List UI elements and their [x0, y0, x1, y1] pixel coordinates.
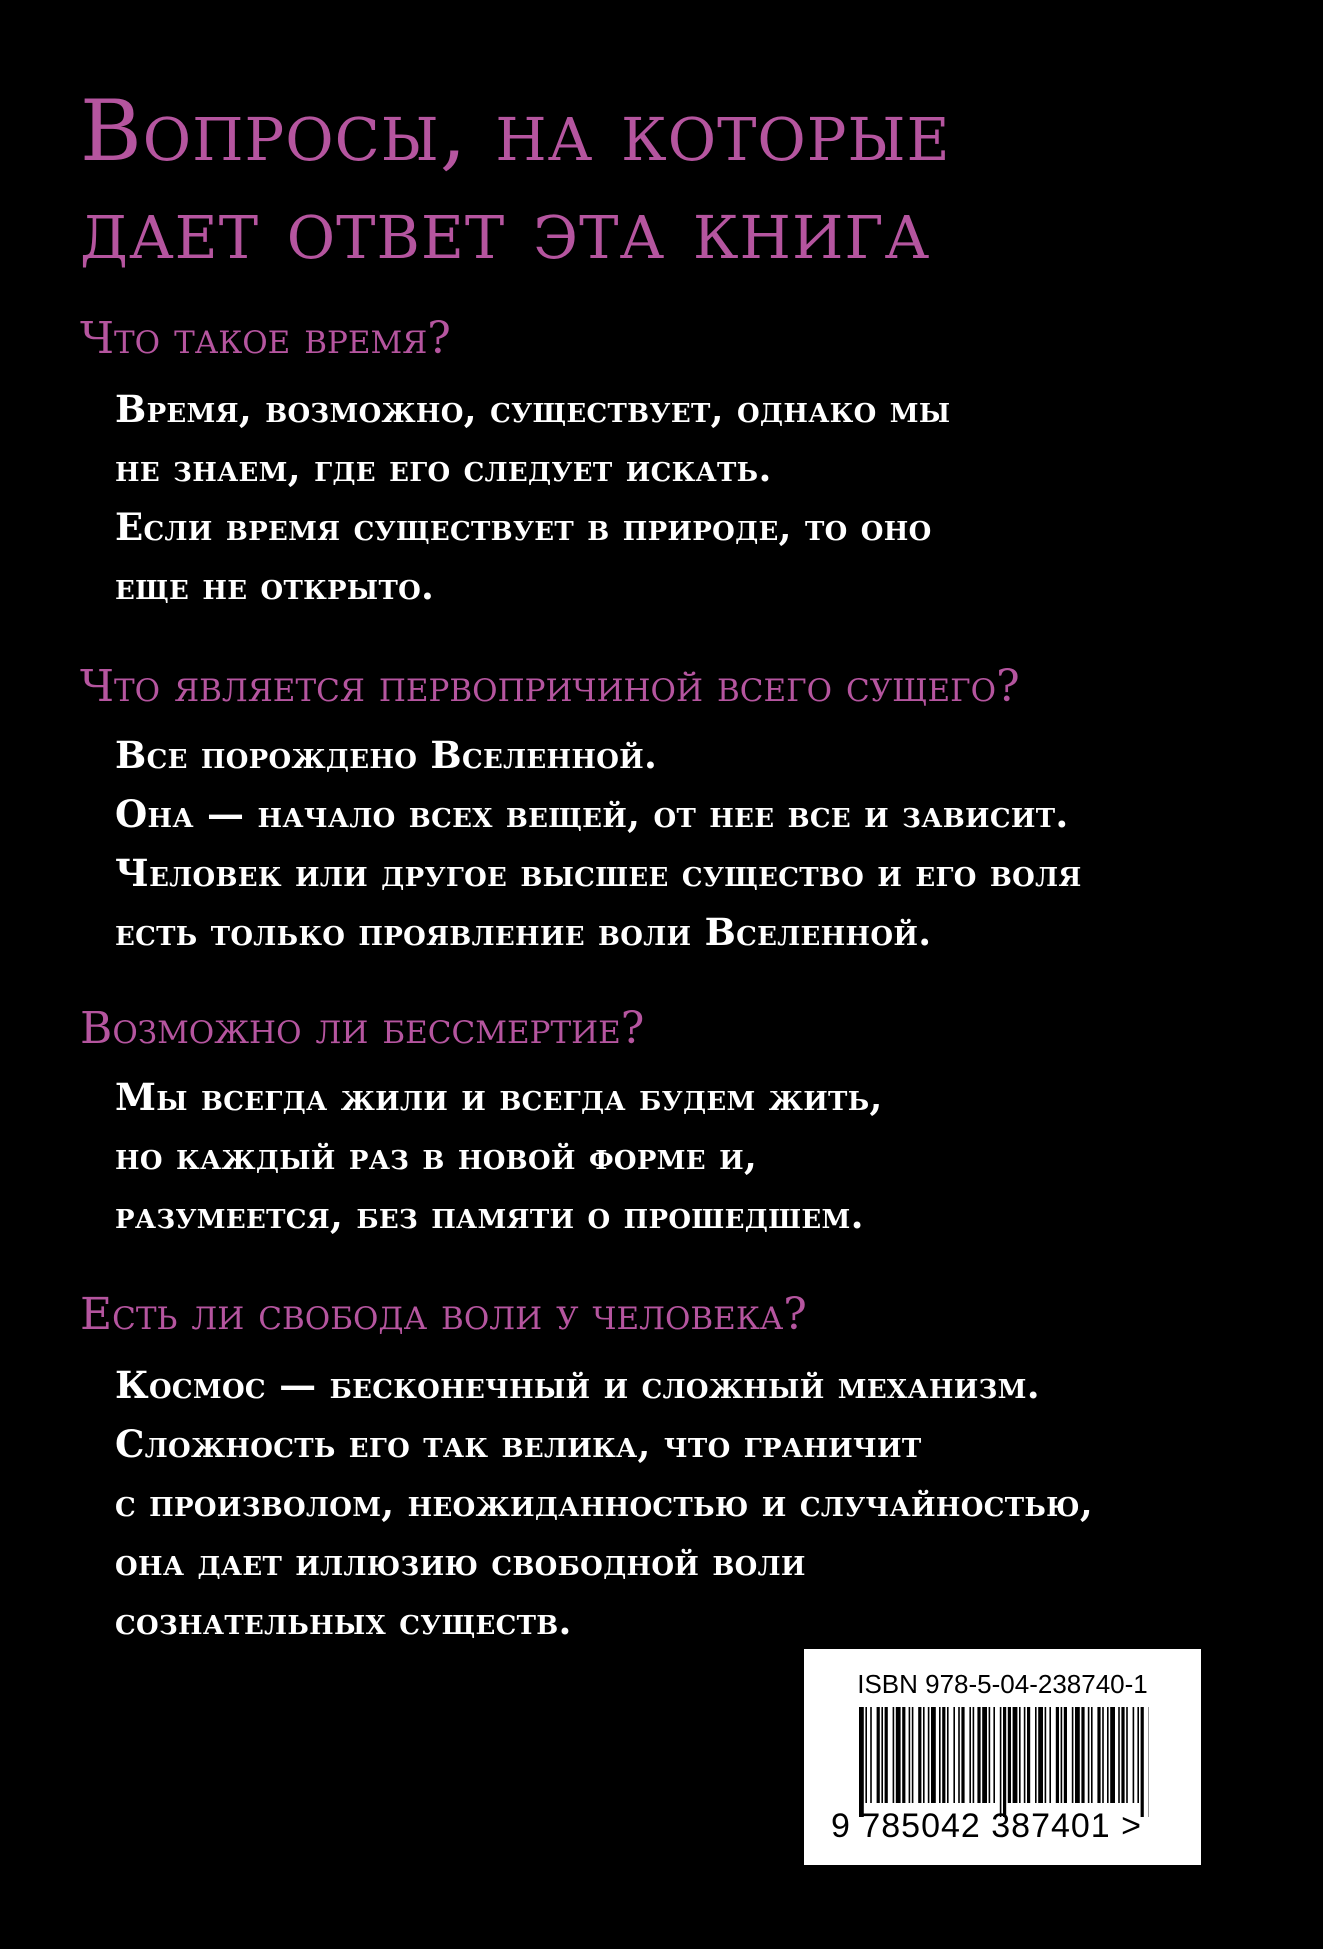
answer-line: Космос — бесконечный и сложный механизм. [115, 1363, 1040, 1407]
barcode-bar [1072, 1707, 1074, 1803]
barcode-bar [893, 1707, 895, 1803]
barcode-bar [865, 1707, 867, 1803]
barcode-bar [1049, 1707, 1051, 1803]
barcode-bar [881, 1707, 883, 1803]
answer-line: разумеется, без памяти о прошедшем. [115, 1193, 864, 1237]
answer-line: Она — начало всех вещей, от нее все и зависит. [115, 792, 1069, 836]
barcode-bar [1038, 1707, 1043, 1803]
barcode-bar [1008, 1707, 1011, 1803]
barcode-bar [993, 1707, 995, 1803]
barcode-bar [1137, 1707, 1139, 1803]
barcode-digits: 9 785042 387401 > [831, 1807, 1143, 1845]
barcode-bar [1024, 1707, 1026, 1803]
barcode-bar [870, 1707, 872, 1803]
barcode-bar [918, 1707, 921, 1803]
barcode-bar [1121, 1707, 1124, 1803]
barcode-bar [1000, 1707, 1002, 1817]
cover-title-line: Вопросы, на которые [80, 82, 951, 180]
barcode-bar [953, 1707, 955, 1803]
barcode-bar [912, 1707, 914, 1803]
cover-title-line: дает ответ эта книга [80, 180, 931, 278]
answer-line: Мы всегда жили и всегда будем жить, [115, 1075, 883, 1119]
barcode-bar [1035, 1707, 1037, 1803]
answer-text [115, 380, 950, 616]
answer-line: Все порождено Вселенной. [115, 733, 658, 777]
barcode-bar [942, 1707, 945, 1803]
barcode-bar [989, 1707, 991, 1803]
answer-line: еще не открыто. [115, 564, 435, 608]
barcode-bar [1013, 1707, 1018, 1803]
answer-line: не знаем, где его следует искать. [115, 446, 772, 490]
barcode-bar [928, 1707, 930, 1803]
barcode-bar [877, 1707, 880, 1803]
barcode-bar [1091, 1707, 1093, 1803]
barcode-bar [1118, 1707, 1120, 1803]
barcode-bar [1056, 1707, 1059, 1803]
barcode-bar [977, 1707, 980, 1803]
answer-line: есть только проявление воли Вселенной. [115, 910, 932, 954]
question-heading: Что такое время? [80, 313, 451, 364]
barcode-bar [1126, 1707, 1128, 1803]
answer-line: сознательных существ. [115, 1599, 572, 1643]
barcode-bar [982, 1707, 987, 1803]
barcode-bar [902, 1707, 905, 1803]
answer-text [115, 1068, 883, 1245]
barcode-bar [1133, 1707, 1135, 1803]
barcode-bar [1107, 1707, 1109, 1803]
answer-line: Сложность его так велика, что граничит [115, 1422, 922, 1466]
barcode-bar [1045, 1707, 1047, 1803]
barcode-bar [1075, 1707, 1080, 1803]
barcode-bar [1027, 1707, 1030, 1803]
barcode-bar [958, 1707, 960, 1803]
barcode-bar [1102, 1707, 1104, 1803]
barcode-bar [1064, 1707, 1067, 1803]
barcode-bar [896, 1707, 901, 1803]
answer-line: она дает иллюзию свободной воли [115, 1540, 806, 1584]
barcode-bar [1003, 1707, 1006, 1817]
barcode-bar [939, 1707, 941, 1803]
answer-line: с произволом, неожиданностью и случайностью, [115, 1481, 1094, 1525]
barcode-bar [1061, 1707, 1063, 1803]
question-heading: Возможно ли бессмертие? [80, 1003, 645, 1054]
barcode-bar [947, 1707, 949, 1803]
answer-line: Время, возможно, существует, однако мы [115, 387, 951, 431]
question-heading: Что является первопричиной всего сущего? [80, 661, 1020, 712]
answer-line: но каждый раз в новой форме и, [115, 1134, 758, 1178]
barcode-bar [923, 1707, 925, 1803]
isbn-number: ISBN 978-5-04-238740-1 [857, 1669, 1148, 1699]
barcode-bar [859, 1707, 864, 1817]
barcode-bars [859, 1707, 1149, 1817]
barcode-bar [1081, 1707, 1084, 1803]
barcode-bar [1097, 1707, 1100, 1803]
barcode-bar [1088, 1707, 1090, 1803]
isbn-barcode [804, 1649, 1201, 1865]
barcode-bar [1141, 1707, 1144, 1817]
barcode-bar [1110, 1707, 1115, 1803]
answer-text [115, 726, 1082, 962]
question-heading: Есть ли свобода воли у человека? [80, 1289, 807, 1340]
answer-text [115, 1356, 1093, 1651]
barcode-bar [931, 1707, 936, 1803]
answer-line: Если время существует в природе, то оно [115, 505, 932, 549]
answer-line: Человек или другое высшее существо и его воля [115, 851, 1082, 895]
cover-title [80, 82, 951, 278]
barcode-bar [973, 1707, 975, 1803]
barcode-bar [909, 1707, 911, 1803]
barcode-bar [961, 1707, 964, 1803]
barcode-bar [885, 1707, 888, 1803]
barcode-bar [969, 1707, 971, 1803]
barcode-bar [1019, 1707, 1021, 1803]
